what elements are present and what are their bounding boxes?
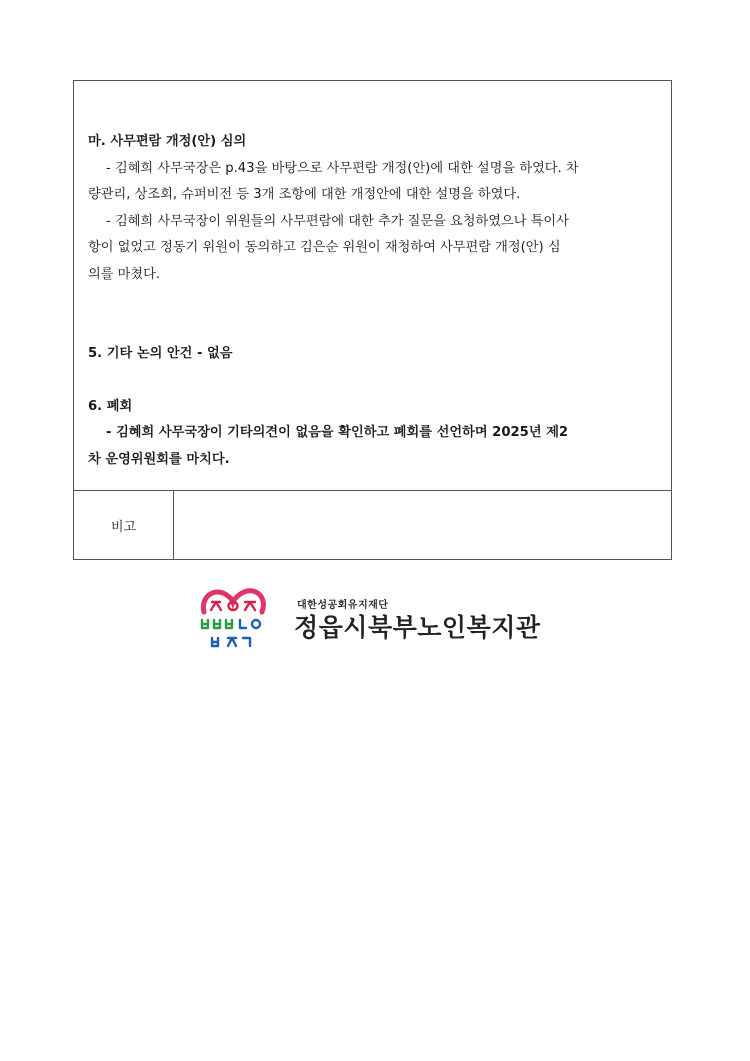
minutes-table: [73, 80, 672, 560]
section6-heading: 6. 폐회: [88, 398, 133, 414]
remarks-value: [174, 491, 671, 559]
minutes-content: [88, 129, 662, 473]
remarks-label: 비고: [110, 519, 137, 535]
organization-logo: [198, 582, 558, 654]
heart-logo-icon: [198, 582, 268, 654]
logo-organization-name: 정읍시북부노인복지관: [294, 613, 541, 642]
logo-foundation-text: 대한성공회유지재단: [297, 600, 389, 611]
section6-para1: - 김혜희 사무국장이 기타의견이 없음을 확인하고 폐회를 선언하며 2025년 제2: [106, 425, 569, 440]
section6-para1-cont: 차 운영위원회를 마치다.: [88, 451, 230, 467]
section5-heading: 5. 기타 논의 안건 - 없음: [88, 346, 233, 361]
section-ma-para2-cont1: 항이 없었고 정동기 위원이 동의하고 김은순 위원이 재청하여 사무편람 개정(안) 심: [88, 240, 561, 255]
section-ma-heading: 마. 사무편람 개정(안) 심의: [88, 134, 247, 149]
section-ma-para1: - 김혜희 사무국장은 p.43을 바탕으로 사무편람 개정(안)에 대한 설명을 하였다. 차: [106, 160, 579, 176]
section-ma-para2-cont2: 의를 마쳤다.: [88, 266, 161, 282]
section-ma-para1-cont: 량관리, 상조회, 슈퍼비전 등 3개 조항에 대한 개정안에 대한 설명을 하였다.: [88, 187, 521, 202]
section-ma-para2: - 김혜희 사무국장이 위원들의 사무편람에 대한 추가 질문을 요청하였으나 특이사: [106, 213, 569, 229]
